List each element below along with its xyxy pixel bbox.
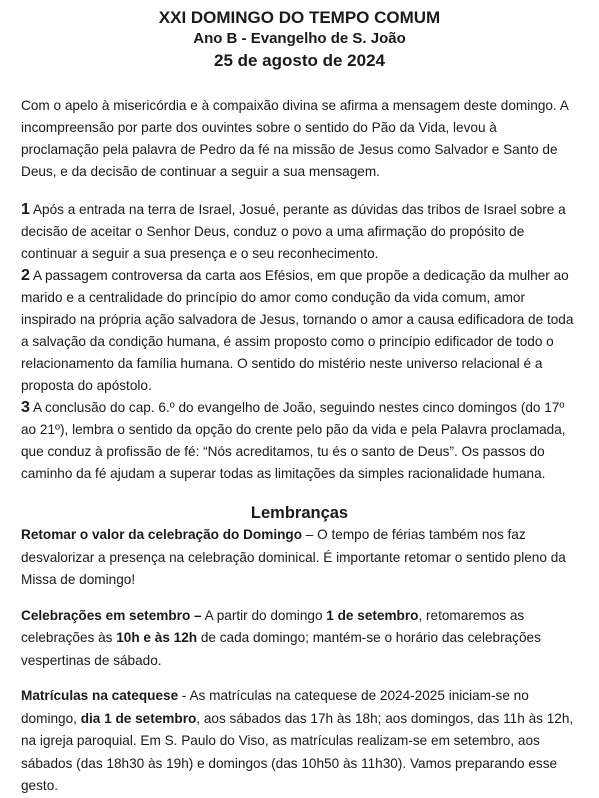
lembranca-domingo — [21, 524, 578, 592]
item-text: A partir do domingo — [201, 607, 327, 623]
header — [21, 7, 578, 73]
item-text: , aos sábados das 17h às 18h; aos domingos, das 11h às 12h, na igreja paroquial. Em S. Paulo do Viso, as matrículas realizam-se em setembro, aos sábados (das 18h30 às 19h) e domingos (das 10h50 às 11h30). Vamos preparando esse gesto. — [21, 710, 574, 793]
point-text: A conclusão do cap. 6.º do evangelho de João, seguindo nestes cinco domingos (do 17º ao 21º), lembra o sentido da opção do crente pelo pão da vida e pela Palavra proclamada, que conduz à profissão de fé: “Nós acreditamos, tu és o santo de Deus”. Os passos do caminho da fé ajudam a superar todas as limitações da simples racionalidade humana. — [21, 400, 566, 481]
lembranca-celebracoes — [21, 605, 578, 673]
point-3 — [21, 397, 578, 485]
intro-paragraph: Com o apelo à misericórdia e à compaixão divina se afirma a mensagem deste domingo. A incompreensão por parte dos ouvintes sobre o sentido do Pão da Vida, levou à proclamação pela palavra de Pedro da fé na missão de Jesus como Salvador e Santo de Deus, e da decisão de continuar a seguir a sua mensagem. — [21, 98, 569, 179]
item-heading: Matrículas na catequese — [21, 688, 179, 703]
page-title: XXI DOMINGO DO TEMPO COMUM — [158, 8, 441, 27]
lembrancas-title: Lembranças — [250, 504, 349, 522]
page-subtitle: Ano B - Evangelho de S. João — [193, 30, 406, 47]
point-text: Após a entrada na terra de Israel, Josué, perante as dúvidas das tribos de Israel sobre a decisão de aceitar o Senhor Deus, conduz o povo a uma afirmação do propósito de continuar a seguir a sua presença e o seu reconhecimento. — [21, 202, 566, 261]
point-number: 3 — [21, 399, 30, 416]
item-text: – O tempo de férias também nos faz desvalorizar a presença na celebração dominical. É importante retomar o sentido pleno da Missa de domingo! — [21, 527, 566, 587]
readings-points — [21, 199, 578, 485]
lembranca-matriculas — [21, 685, 578, 798]
item-heading: Retomar o valor da celebração do Domingo — [21, 527, 303, 542]
point-number: 1 — [21, 201, 30, 218]
item-text: , retomaremos as celebrações às — [21, 607, 525, 645]
item-date: 1 de setembro — [326, 607, 419, 623]
item-times: 10h e às 12h — [116, 630, 198, 645]
item-heading: Celebrações em setembro – — [21, 607, 202, 623]
point-2 — [21, 265, 578, 397]
point-number: 2 — [21, 267, 30, 284]
point-1 — [21, 199, 578, 265]
item-text: - As matrículas na catequese de 2024-2025 iniciam-se no domingo, — [21, 688, 529, 726]
item-text: de cada domingo; mantém-se o horário das celebrações vespertinas de sábado. — [21, 630, 541, 668]
point-text: A passagem controversa da carta aos Efésios, em que propõe a dedicação da mulher ao marido e a centralidade do princípio do amor como condução da vida comum, amor inspirado na própria ação salvadora de Jesus, tornando o amor a causa edificadora de toda a salvação da condição humana, é assim proposto como o princípio edificador de todo o relacionamento da família humana. O sentido do mistério neste universo relacional é a proposta do apóstolo. — [21, 268, 574, 393]
item-date: dia 1 de setembro — [80, 710, 197, 726]
page-date: 25 de agosto de 2024 — [213, 51, 386, 70]
